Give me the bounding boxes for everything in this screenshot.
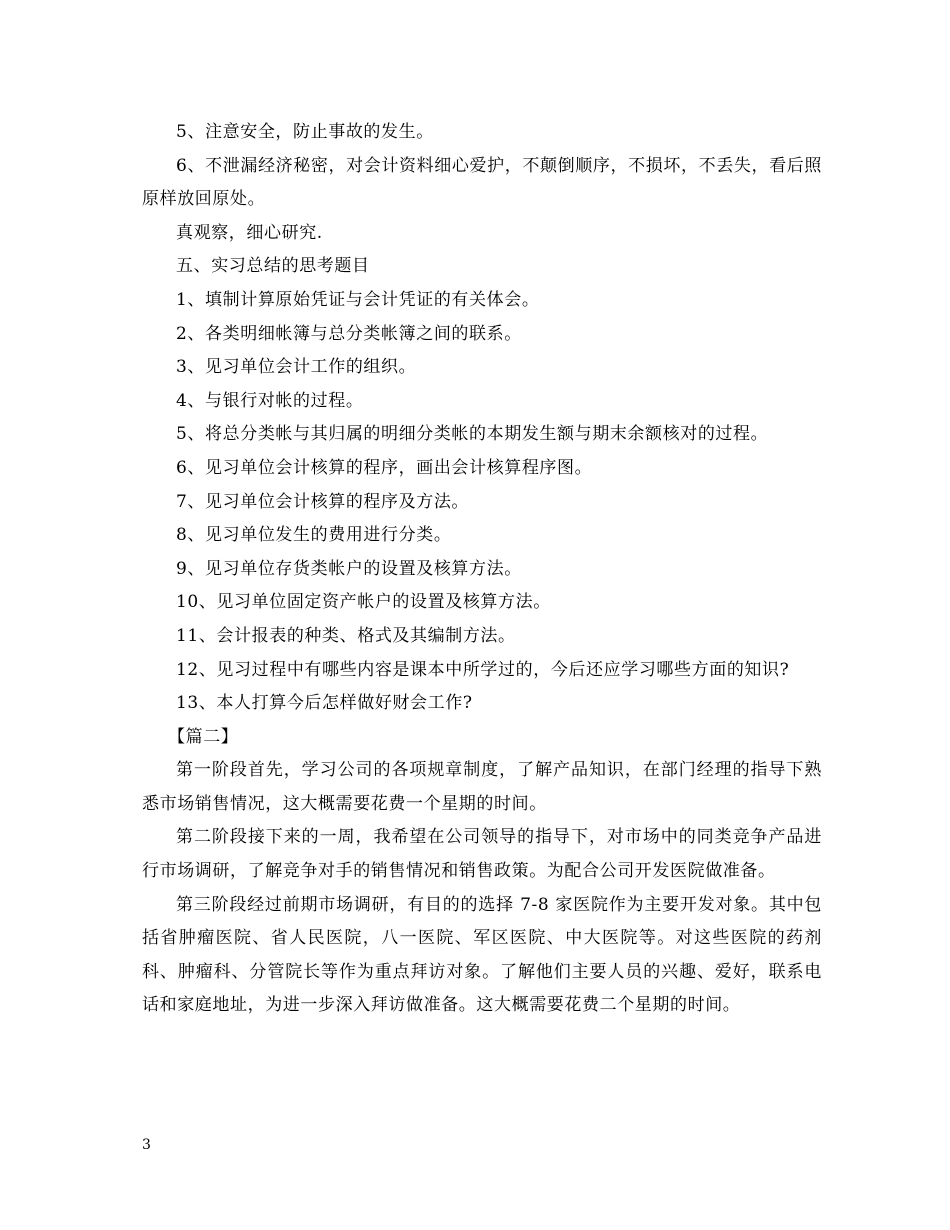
- paragraph: 5、注意安全，防止事故的发生。: [176, 122, 434, 142]
- section-heading: 五、实习总结的思考题目: [176, 256, 370, 277]
- page-number: 3: [142, 1137, 151, 1153]
- list-item: 12、见习过程中有哪些内容是课本中所学过的，今后还应学习哪些方面的知识?: [176, 659, 790, 680]
- paragraph: 第二阶段接下来的一周，我希望在公司领导的指导下，对市场中的同类竞争产品进行市场调研，了解竞争对手的销售情况和销售政策。为配合公司开发医院做准备。: [142, 827, 822, 882]
- list-item: 13、本人打算今后怎样做好财会工作?: [176, 693, 473, 714]
- paragraph: 第三阶段经过前期市场调研，有目的的选择 7-8 家医院作为主要开发对象。其中包括省肿瘤医院、省人民医院，八一医院、军区医院、中大医院等。对这些医院的药剂科、肿瘤科、分管院长等作为重点拜访对象。了解他们主要人员的兴趣、爱好，联系电话和家庭地址，为进一步深入拜访做准备。这大概需要花费二个星期的时间。: [142, 894, 822, 1016]
- list-item: 2、各类明细帐簿与总分类帐簿之间的联系。: [176, 323, 522, 344]
- paragraph: 第一阶段首先，学习公司的各项规章制度，了解产品知识，在部门经理的指导下熟悉市场销售情况，这大概需要花费一个星期的时间。: [142, 760, 822, 814]
- list-item: 9、见习单位存货类帐户的设置及核算方法。: [176, 558, 522, 579]
- list-item: 1、填制计算原始凭证与会计凭证的有关体会。: [176, 289, 540, 310]
- list-item: 6、见习单位会计核算的程序，画出会计核算程序图。: [176, 457, 593, 478]
- list-item: 11、会计报表的种类、格式及其编制方法。: [176, 625, 516, 646]
- paragraph: 真观察，细心研究.: [176, 222, 323, 243]
- document-body: [142, 116, 822, 1023]
- list-item: 4、与银行对帐的过程。: [176, 390, 364, 411]
- paragraph: 6、不泄漏经济秘密，对会计资料细心爱护，不颠倒顺序，不损坏，不丢失，看后照原样放回原处。: [142, 155, 822, 210]
- list-item: 3、见习单位会计工作的组织。: [176, 357, 417, 378]
- list-item: 5、将总分类帐与其归属的明细分类帐的本期发生额与期末余额核对的过程。: [176, 424, 769, 445]
- section-heading: 【篇二】: [168, 726, 239, 747]
- list-item: 7、见习单位会计核算的程序及方法。: [176, 491, 470, 512]
- list-item: 10、见习单位固定资产帐户的设置及核算方法。: [176, 592, 551, 613]
- list-item: 8、见习单位发生的费用进行分类。: [176, 525, 452, 546]
